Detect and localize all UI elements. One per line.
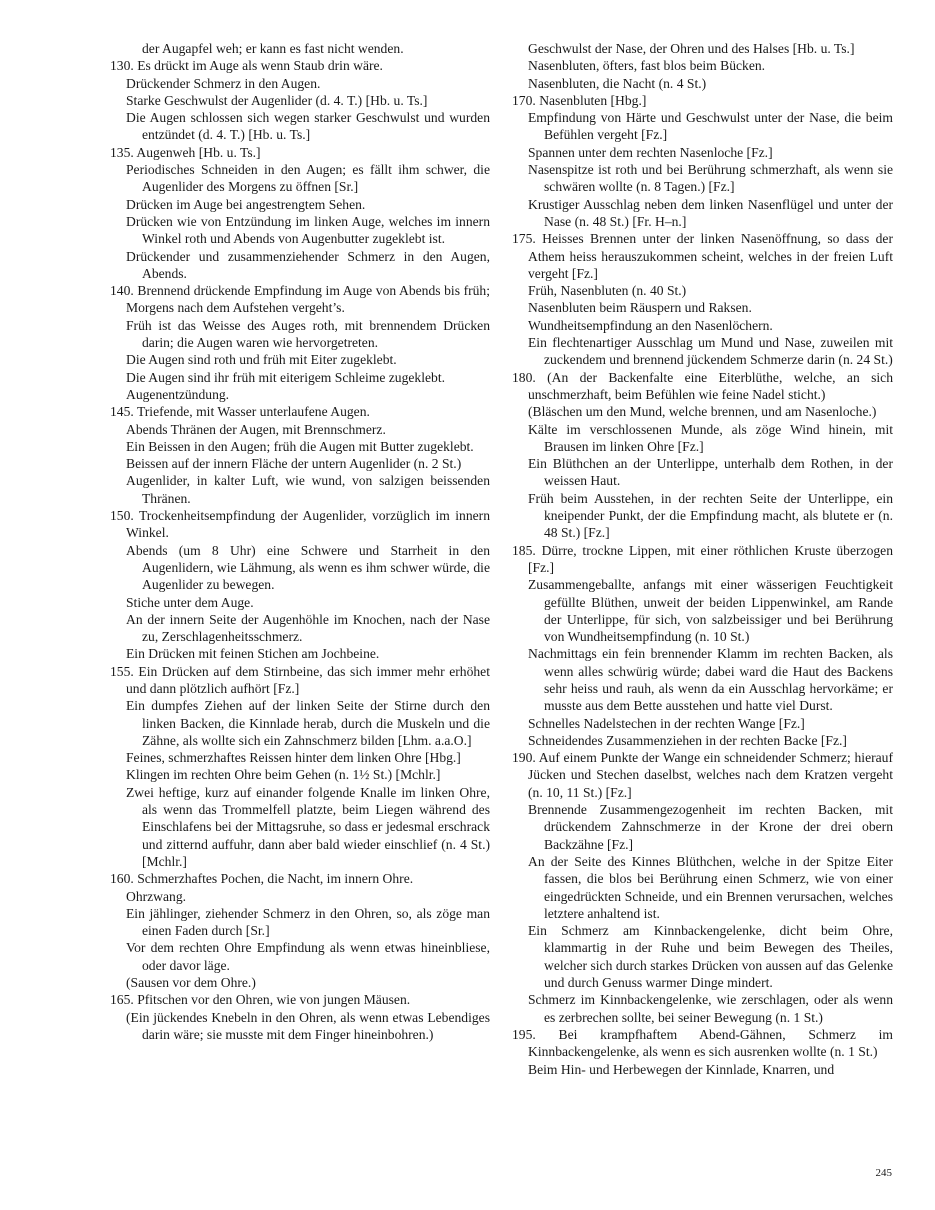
symptom-entry: Schmerz im Kinnbackengelenke, wie zerschlagen, oder als wenn es zerbrechen sollte, bei seiner Bewegung (n. 1 St.): [528, 992, 893, 1025]
symptom-entry: Abends Thränen der Augen, mit Brennschmerz.: [126, 421, 386, 437]
symptom-entry: Die Augen schlossen sich wegen starker Geschwulst und wurden entzündet (d. 4. T.) [Hb. u. Ts.]: [126, 110, 490, 143]
numbered-symptom-entry: 165. Pfitschen vor den Ohren, wie von jungen Mäusen.: [110, 992, 411, 1008]
numbered-symptom-entry: 150. Trockenheitsempfindung der Augenlider, vorzüglich im innern Winkel.: [110, 508, 490, 541]
symptom-entry: Nasenbluten, die Nacht (n. 4 St.): [528, 75, 707, 91]
symptom-entry: Nasenbluten beim Räuspern und Raksen.: [528, 300, 752, 316]
right-column: [512, 40, 893, 1078]
numbered-symptom-entry: 160. Schmerzhaftes Pochen, die Nacht, im innern Ohre.: [110, 871, 414, 887]
symptom-entry: Empfindung von Härte und Geschwulst unter der Nase, die beim Befühlen vergeht [Fz.]: [528, 110, 893, 143]
symptom-entry: (Bläschen um den Mund, welche brennen, und am Nasenloche.): [528, 404, 877, 420]
symptom-entry: Augenlider, in kalter Luft, wie wund, von salzigen beissenden Thränen.: [126, 473, 490, 506]
symptom-entry: (Sausen vor dem Ohre.): [126, 975, 256, 991]
symptom-entry: Früh, Nasenbluten (n. 40 St.): [528, 283, 687, 299]
symptom-entry: Drücken im Auge bei angestrengtem Sehen.: [126, 196, 366, 212]
symptom-entry: Ein Drücken mit feinen Stichen am Jochbeine.: [126, 646, 380, 662]
numbered-symptom-entry: 155. Ein Drücken auf dem Stirnbeine, das sich immer mehr erhöhet und dann plötzlich aufhört [Fz.]: [110, 663, 490, 696]
symptom-entry: Krustiger Ausschlag neben dem linken Nasenflügel und unter der Nase (n. 48 St.) [Fr. H–n.]: [528, 196, 893, 229]
numbered-symptom-entry: 195. Bei krampfhaftem Abend-Gähnen, Schmerz im Kinnbackengelenke, als wenn es sich ausrenken wollte (n. 1 St.): [512, 1026, 893, 1060]
symptom-entry: Ein Beissen in den Augen; früh die Augen mit Butter zugeklebt.: [126, 438, 474, 454]
symptom-entry: Drückender Schmerz in den Augen.: [126, 75, 321, 91]
symptom-entry: Früh beim Ausstehen, in der rechten Seite der Unterlippe, ein kneipender Punkt, der die Empfindung macht, als blutete er (n. 48 St.) [Fz.]: [528, 490, 893, 541]
symptom-entry: Drückender und zusammenziehender Schmerz in den Augen, Abends.: [126, 248, 490, 281]
symptom-entry: Schneidendes Zusammenziehen in der rechten Backe [Fz.]: [528, 732, 847, 748]
numbered-symptom-entry: 190. Auf einem Punkte der Wange ein schneidender Schmerz; hierauf Jücken und Stechen daselbst, welches nach dem Kratzen vergeht (n. 10, 11 St.) [Fz.]: [512, 750, 893, 800]
symptom-entry: Periodisches Schneiden in den Augen; es fällt ihm schwer, die Augenlider des Morgens zu öffnen [Sr.]: [126, 162, 490, 195]
numbered-symptom-entry: 135. Augenweh [Hb. u. Ts.]: [110, 144, 261, 160]
symptom-entry: Die Augen sind roth und früh mit Eiter zugeklebt.: [126, 352, 397, 368]
symptom-entry: Klingen im rechten Ohre beim Gehen (n. 1½ St.) [Mchlr.]: [126, 767, 441, 783]
symptom-entry: der Augapfel weh; er kann es fast nicht wenden.: [142, 41, 404, 56]
numbered-symptom-entry: 185. Dürre, trockne Lippen, mit einer röthlichen Kruste überzogen [Fz.]: [512, 542, 893, 575]
numbered-symptom-entry: 175. Heisses Brennen unter der linken Nasenöffnung, so dass der Athem heiss herauszukommen scheint, welches in der freien Luft vergeht [Fz.]: [512, 231, 893, 281]
symptom-entry: Vor dem rechten Ohre Empfindung als wenn etwas hineinbliese, oder davor läge.: [126, 940, 490, 973]
numbered-symptom-entry: 140. Brennend drückende Empfindung im Auge von Abends bis früh; Morgens nach dem Aufstehen vergeht’s.: [110, 283, 490, 316]
symptom-entry: Schnelles Nadelstechen in der rechten Wange [Fz.]: [528, 715, 805, 731]
numbered-symptom-entry: 180. (An der Backenfalte eine Eiterblüthe, welche, an sich unschmerzhaft, beim Befühlen wie feine Nadel sticht.): [512, 369, 893, 402]
symptom-entry: Feines, schmerzhaftes Reissen hinter dem linken Ohre [Hbg.]: [126, 750, 461, 766]
symptom-entry: Augenentzündung.: [126, 386, 230, 402]
numbered-symptom-entry: 145. Triefende, mit Wasser unterlaufene Augen.: [110, 404, 370, 420]
symptom-entry: Starke Geschwulst der Augenlider (d. 4. T.) [Hb. u. Ts.]: [126, 92, 428, 108]
symptom-entry: Stiche unter dem Auge.: [126, 594, 254, 610]
symptom-entry: An der Seite des Kinnes Blüthchen, welche in der Spitze Eiter fassen, die blos bei Berührung einen Schmerz, wie von einer eingedrückten Schneide, und ein Brennen verursachen, welches letztere anhaltend ist.: [528, 853, 893, 921]
numbered-symptom-entry: 170. Nasenbluten [Hbg.]: [512, 92, 647, 108]
symptom-entry: Beissen auf der innern Fläche der untern Augenlider (n. 2 St.): [126, 456, 462, 472]
symptom-entry: Zusammengeballte, anfangs mit einer wässerigen Feuchtigkeit gefüllte Blüthen, unweit der beiden Lippenwinkel, am Rande der Unterlippe, für sich, von salzbeissiger und bei Berührung von Wundheitsempfindung (n. 10 St.): [528, 577, 893, 645]
symptom-entry: Ohrzwang.: [126, 888, 187, 904]
symptom-entry: Die Augen sind ihr früh mit eiterigem Schleime zugeklebt.: [126, 369, 445, 385]
symptom-entry: Früh ist das Weisse des Auges roth, mit brennendem Drücken darin; die Augen waren wie hervorgetreten.: [126, 317, 490, 351]
symptom-entry: An der innern Seite der Augenhöhle im Knochen, nach der Nase zu, Zerschlagenheitsschmerz.: [126, 611, 490, 645]
symptom-entry: Spannen unter dem rechten Nasenloche [Fz.]: [528, 144, 773, 160]
symptom-entry: Brennende Zusammengezogenheit im rechten Backen, mit drückendem Zahnschmerze in der Krone der drei obern Backzähne [Fz.]: [528, 802, 893, 852]
symptom-entry: Kälte im verschlossenen Munde, als zöge Wind hinein, mit Brausen im linken Ohre [Fz.]: [528, 421, 893, 454]
symptom-entry: Ein jählinger, ziehender Schmerz in den Ohren, so, als zöge man einen Faden durch [Sr.]: [126, 905, 490, 939]
symptom-entry: Ein Blüthchen an der Unterlippe, unterhalb dem Rothen, in der weissen Haut.: [528, 456, 893, 489]
symptom-entry: Abends (um 8 Uhr) eine Schwere und Starrheit in den Augenlidern, wie Lähmung, als wenn es ihm schwer würde, die Augenlider zu bewegen.: [126, 542, 490, 593]
symptom-entry: Nachmittags ein fein brennender Klamm im rechten Backen, als wenn alles schwürig würde; dabei ward die Haut des Backens sehr heiss und rauh, als wenn da ein Ausschlag hervorkäme; er musste aus dem Bette ausstehen und hatte viel Durst.: [528, 646, 893, 714]
symptom-entry: Beim Hin- und Herbewegen der Kinnlade, Knarren, und: [528, 1061, 835, 1077]
numbered-symptom-entry: 130. Es drückt im Auge als wenn Staub drin wäre.: [110, 58, 383, 74]
symptom-entry: Geschwulst der Nase, der Ohren und des Halses [Hb. u. Ts.]: [528, 41, 855, 56]
symptom-entry: Nasenspitze ist roth und bei Berührung schmerzhaft, als wenn sie schwären wollte (n. 8 Tagen.) [Fz.]: [528, 162, 893, 195]
symptom-entry: Zwei heftige, kurz auf einander folgende Knalle im linken Ohre, als wenn das Trommelfell platzte, beim Liegen während des Einschlafens bei der Mittagsruhe, so dass er jedesmal erschrack und zitternd auffuhr, dann aber bald wieder einschlief (n. 4 St.) [Mchlr.]: [126, 784, 490, 869]
symptom-entry: Drücken wie von Entzündung im linken Auge, welches im innern Winkel roth und Abends von Augenbutter zugeklebt ist.: [126, 213, 490, 247]
symptom-entry: Ein dumpfes Ziehen auf der linken Seite der Stirne durch den linken Backen, die Kinnlade herab, durch die Muskeln und die Zähne, als wollte sich ein Zahnschmerz bilden [Lhm. a.a.O.]: [126, 698, 490, 748]
symptom-entry: Ein flechtenartiger Ausschlag um Mund und Nase, zuweilen mit zuckendem und brennend jückendem Schmerze darin (n. 24 St.): [528, 335, 893, 368]
symptom-entry: Wundheitsempfindung an den Nasenlöchern.: [528, 317, 773, 333]
symptom-entry: Nasenbluten, öfters, fast blos beim Bücken.: [528, 58, 766, 74]
symptom-entry: (Ein jückendes Knebeln in den Ohren, als wenn etwas Lebendiges darin wäre; sie musste mit dem Finger hineinbohren.): [126, 1009, 490, 1042]
left-column: [110, 40, 490, 1043]
symptom-entry: Ein Schmerz am Kinnbackengelenke, dicht beim Ohre, klammartig in der Ruhe und beim Bewegen des Theiles, welcher sich durch starkes Drücken von aussen auf das Gelenke und durch Genuss warmer Dinge mindert.: [528, 923, 893, 991]
page-number: 245: [875, 1167, 892, 1179]
